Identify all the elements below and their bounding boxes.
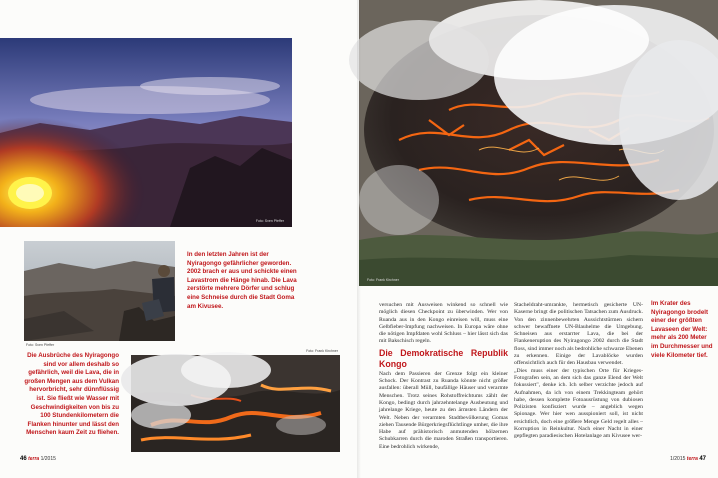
crater-rim-illustration xyxy=(0,38,292,227)
page-gutter xyxy=(357,0,361,478)
article-column-1 xyxy=(379,302,508,451)
page-number: 47 xyxy=(699,456,706,462)
lava-flows-illustration xyxy=(131,355,340,452)
lava-lake-illustration xyxy=(359,0,718,286)
issue-number: 1/2015 xyxy=(670,456,686,462)
photo-credit: Foto: Frank Kirchner xyxy=(367,278,399,282)
photo-lava-flows-steam xyxy=(131,349,340,452)
column2-paragraph-1: Stacheldraht-umrankte, hermetisch gesicherte UN-Kaserne bringt die politischen Tatsachen zum Ausdruck. Von den zinnenbewehrten Aussichtstürmen sichern schwer bewaffnete UN-Blauhelme die Umgebung. Schneisen aus erstarrter Lava, die bei der Flankeneruption des Nyiragongo 2002 durch die Stadt floss, sind immer noch als bedrohliche schwarze Ebenen zu erkennen. Einige der Lavablöcke wurden offensichtlich auch für den Hausbau verwendet. xyxy=(514,302,643,367)
folio-left xyxy=(20,456,56,462)
article-column-2 xyxy=(514,302,643,441)
photo-credit: Foto: Sven Pfeffer xyxy=(26,343,55,347)
folio-right xyxy=(670,456,706,462)
issue-number: 1/2015 xyxy=(40,456,56,462)
caption-lava-lake: Im Krater des Nyiragongo brodelt einer der größten Lavaseen der Welt: mehr als 200 Meter im Durchmesser und viele Kilometer tief. xyxy=(651,300,713,359)
photo-lava-lake xyxy=(359,0,718,286)
person-at-crater-illustration xyxy=(24,241,175,341)
page-number: 46 xyxy=(20,456,27,462)
right-page xyxy=(359,0,718,478)
column1-intro: versuchen mit Ausweisen winkend so schnell wie möglich diesen Checkpoint zu überwinden. Wer von Ruanda aus in den Kongo einreisen will, muss eine Gelbfieber-Impfung nachweisen. In Europa wäre ohne die nötigen Impfdaten wohl Schluss – hier lässt sich das mit Bakschisch regeln. xyxy=(379,302,508,345)
magazine-brand: terra xyxy=(28,456,40,462)
section-heading: Die Demokratische Republik Kongo xyxy=(379,347,508,369)
photo-credit: Foto: Frank Kirchner xyxy=(306,349,338,353)
caption-thin-lava: Die Ausbrüche des Nyiragongo sind vor allem deshalb so gefährlich, weil die Lava, die in großen Mengen aus dem Vulkan hervorbricht, sehr dünnflüssig ist. Sie fließt wie Wasser mit Geschwindigkeiten von bis zu 100 Stundenkilometern die Flanken hinunter und lässt den Menschen kaum Zeit zu fliehen. xyxy=(24,352,119,437)
photo-credit: Foto: Sven Pfeffer xyxy=(255,219,284,223)
photo-crater-rim-dusk xyxy=(0,38,292,227)
magazine-brand: terra xyxy=(686,456,698,462)
column2-paragraph-2: „Dies muss einer der typischen Orte für Krieges-Fotografen sein, an dem sich das ganze Elend der Welt fokussiert", denke ich. Ich selber verzichte jedoch auf Aufnahmen, da ich von einem Trekkingteam gehört habe, dessen komplette Fotoausrüstung von dubiosen Polizisten konfisziert wurde – angeblich wegen Spionage. Wer hier wen ausspioniert soll, ist nicht ersichtlich, doch eine größere Menge Geld regelt alles – Korruption in Reinkultur. Nach einer Nacht in einer gepflegten paradiesischen Hotelanlage am Kivusee wer- xyxy=(514,367,643,440)
photo-person-at-crater xyxy=(24,241,175,347)
caption-danger-history: In den letzten Jahren ist der Nyiragongo gefährlicher geworden. 2002 brach er aus und schickte einen Lavastrom die Hänge hinab. Die Lava zerstörte mehrere Dörfer und schlug eine Schneise durch die Stadt Goma am Kivusee. xyxy=(187,251,297,310)
column1-body: Nach dem Passieren der Grenze folgt ein kleiner Schock. Der Kontrast zu Ruanda könnte nicht größer ausfallen: überall Müll, baufällige Häuser und verarmte Menschen. Trotz seines Rohstoffreichtums zählt der Kongo, bedingt durch jahrzehntelange Ausbeutung und jahrelange Kriege, heute zu den ärmsten Ländern der Welt. Neben der verarmten Stadtbevölkerung Gomas ziehen Tausende Bürgerkriegsflüchtlinge umher, die ihre Habe auf prähistorisch anmutenden hölzernen Schubkarren durch die maroden Straßen transportieren. Eine bedrohlich wirkende, xyxy=(379,370,508,450)
